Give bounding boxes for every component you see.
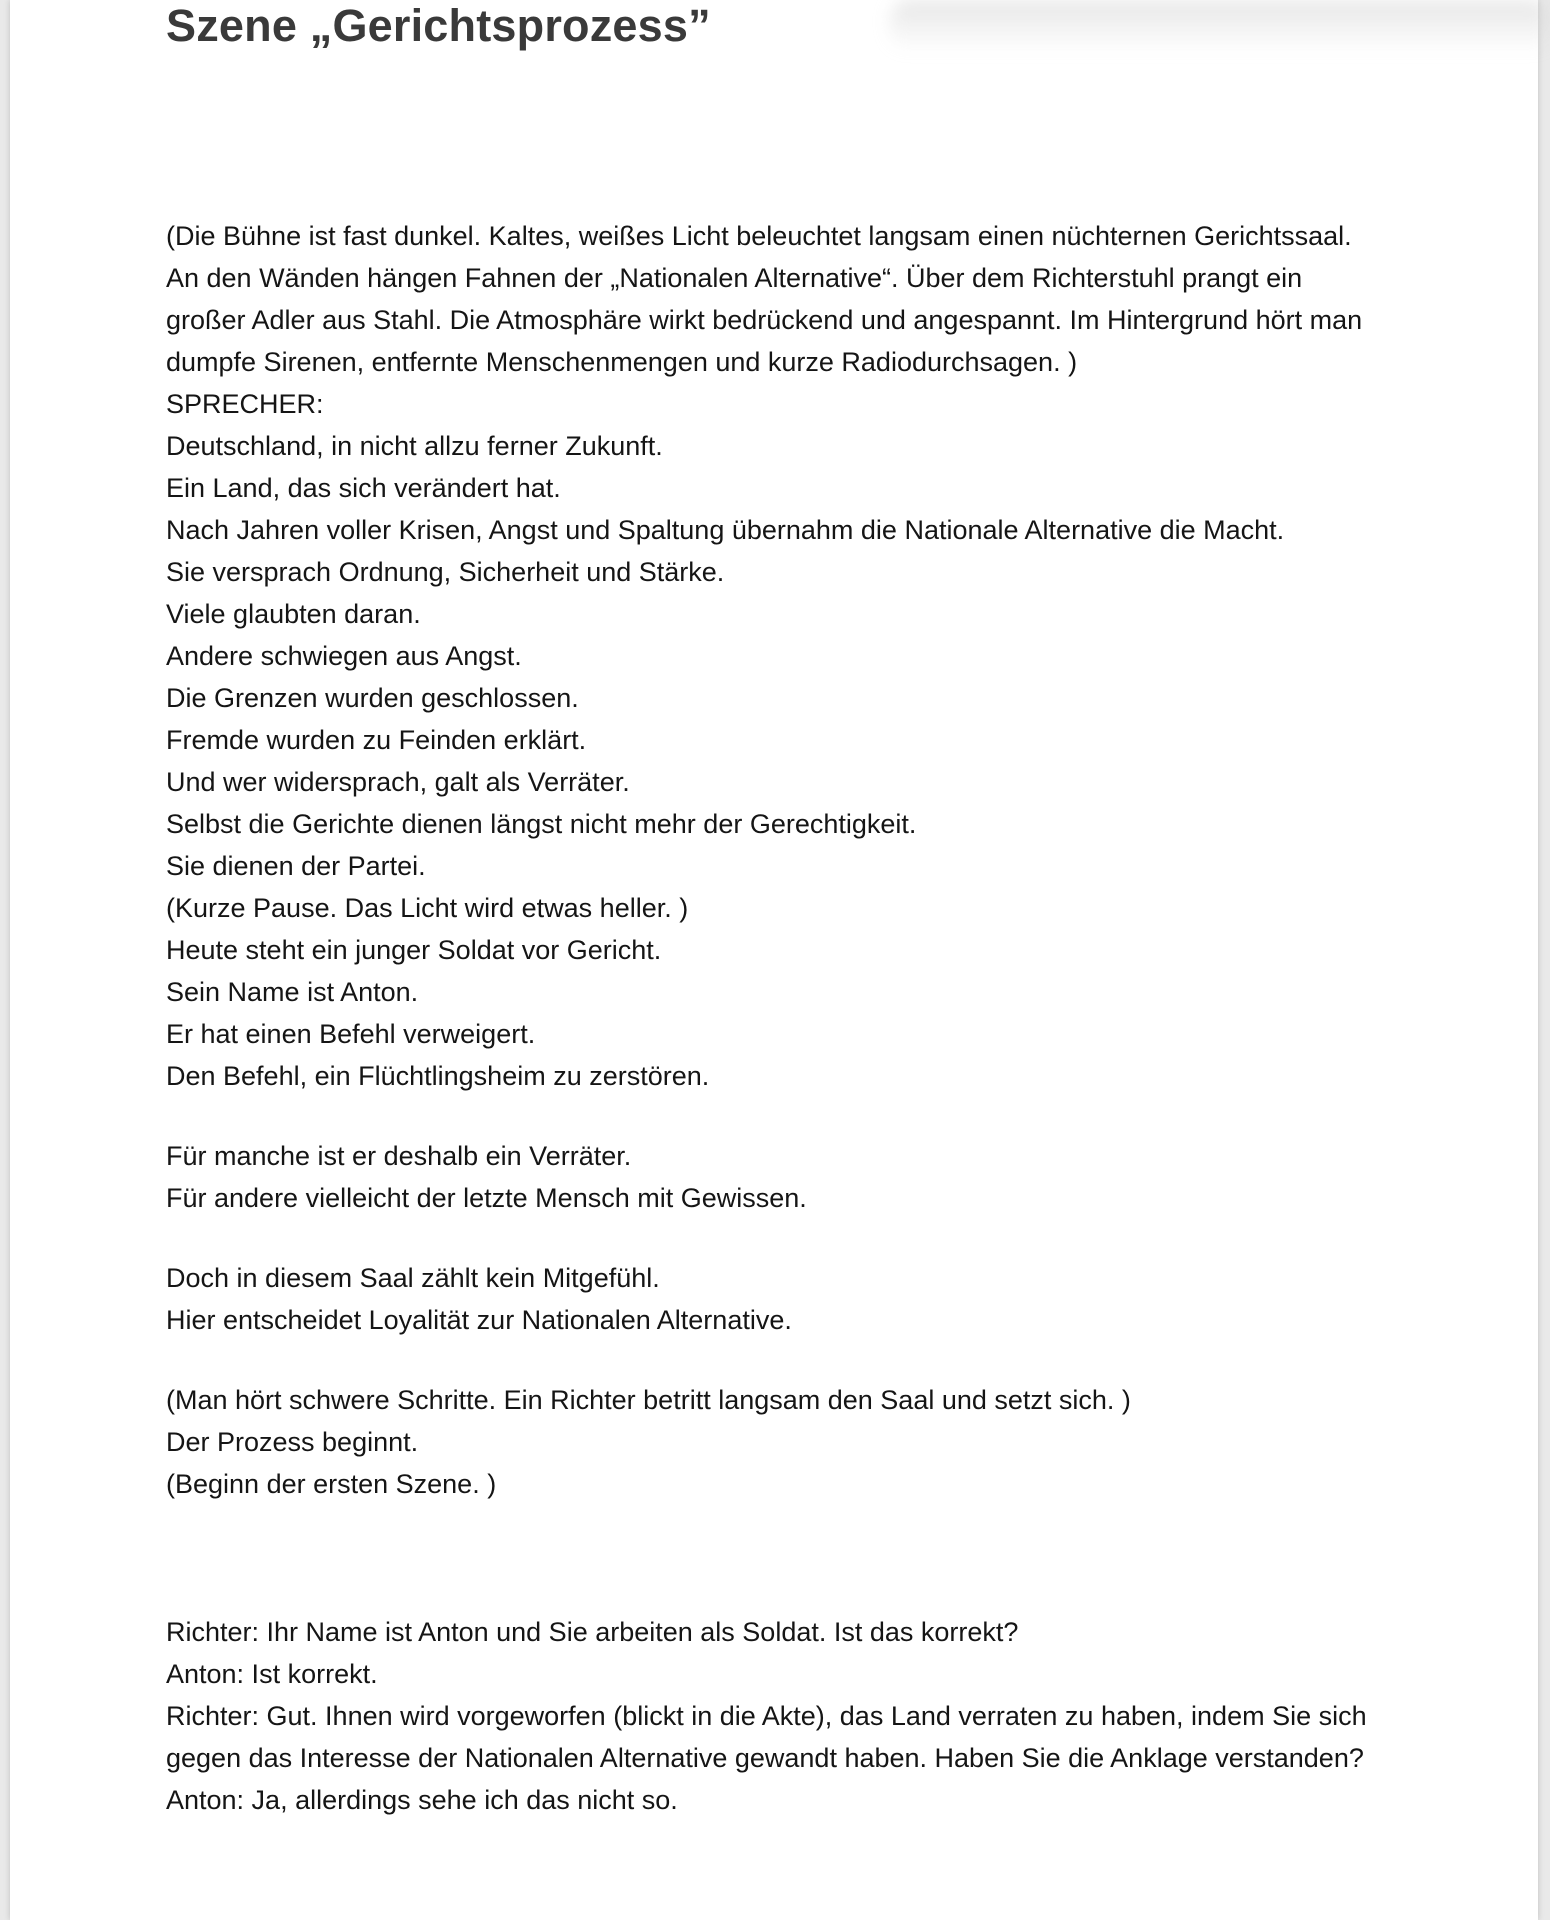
text-line: Den Befehl, ein Flüchtlingsheim zu zerstören. (166, 1061, 710, 1091)
paragraph-block-3 (166, 1257, 1416, 1341)
text-line: Nach Jahren voller Krisen, Angst und Spaltung übernahm die Nationale Alternative die Macht. (166, 515, 1285, 545)
text-line: Sie versprach Ordnung, Sicherheit und Stärke. (166, 557, 725, 587)
dialogue-block (166, 1611, 1416, 1821)
document-body (166, 215, 1416, 1821)
paragraph-block-2 (166, 1135, 1416, 1219)
text-line: Heute steht ein junger Soldat vor Gericht. (166, 935, 662, 965)
text-line: Sein Name ist Anton. (166, 977, 419, 1007)
text-line: Sie dienen der Partei. (166, 851, 426, 881)
dialogue-line: Richter: Ihr Name ist Anton und Sie arbeiten als Soldat. Ist das korrekt? (166, 1617, 1019, 1647)
text-line: Für andere vielleicht der letzte Mensch mit Gewissen. (166, 1183, 807, 1213)
text-line: Hier entscheidet Loyalität zur Nationalen Alternative. (166, 1305, 792, 1335)
text-line: Der Prozess beginnt. (166, 1427, 419, 1457)
text-line: Fremde wurden zu Feinden erklärt. (166, 725, 587, 755)
paragraph-gap (166, 1219, 1416, 1257)
dialogue-line: gegen das Interesse der Nationalen Alternative gewandt haben. Haben Sie die Anklage verstanden? (166, 1743, 1364, 1773)
text-line: dumpfe Sirenen, entfernte Menschenmengen und kurze Radiodurchsagen. ) (166, 347, 1078, 377)
text-line: Die Grenzen wurden geschlossen. (166, 683, 579, 713)
text-line: Für manche ist er deshalb ein Verräter. (166, 1141, 632, 1171)
blurred-header-area (890, 0, 1550, 52)
speaker-label: SPRECHER: (166, 389, 324, 419)
paragraph-gap (166, 1097, 1416, 1135)
text-line: Viele glaubten daran. (166, 599, 421, 629)
text-line: Doch in diesem Saal zählt kein Mitgefühl. (166, 1263, 660, 1293)
text-line: großer Adler aus Stahl. Die Atmosphäre wirkt bedrückend und angespannt. Im Hintergrund hört man (166, 305, 1363, 335)
intro-block (166, 215, 1416, 1097)
text-line: Deutschland, in nicht allzu ferner Zukunft. (166, 431, 663, 461)
stage-direction: (Man hört schwere Schritte. Ein Richter betritt langsam den Saal und setzt sich. ) (166, 1385, 1131, 1415)
dialogue-line: Richter: Gut. Ihnen wird vorgeworfen (blickt in die Akte), das Land verraten zu haben, indem Sie sich (166, 1701, 1367, 1731)
document-title: Szene „Gerichtsprozess” (166, 0, 711, 51)
dialogue-line: Anton: Ja, allerdings sehe ich das nicht so. (166, 1785, 678, 1815)
section-gap (166, 1505, 1416, 1611)
dialogue-line: Anton: Ist korrekt. (166, 1659, 378, 1689)
text-line: Er hat einen Befehl verweigert. (166, 1019, 536, 1049)
text-line: Ein Land, das sich verändert hat. (166, 473, 561, 503)
text-line: Andere schwiegen aus Angst. (166, 641, 522, 671)
stage-direction: (Kurze Pause. Das Licht wird etwas heller. ) (166, 893, 689, 923)
text-line: Und wer widersprach, galt als Verräter. (166, 767, 630, 797)
text-line: (Die Bühne ist fast dunkel. Kaltes, weißes Licht beleuchtet langsam einen nüchternen Gerichtssaal. (166, 221, 1352, 251)
document-page (10, 0, 1538, 1920)
text-line: An den Wänden hängen Fahnen der „Nationalen Alternative“. Über dem Richterstuhl prangt ein (166, 263, 1303, 293)
paragraph-block-4 (166, 1379, 1416, 1505)
paragraph-gap (166, 1341, 1416, 1379)
text-line: Selbst die Gerichte dienen längst nicht mehr der Gerechtigkeit. (166, 809, 917, 839)
stage-direction: (Beginn der ersten Szene. ) (166, 1469, 497, 1499)
